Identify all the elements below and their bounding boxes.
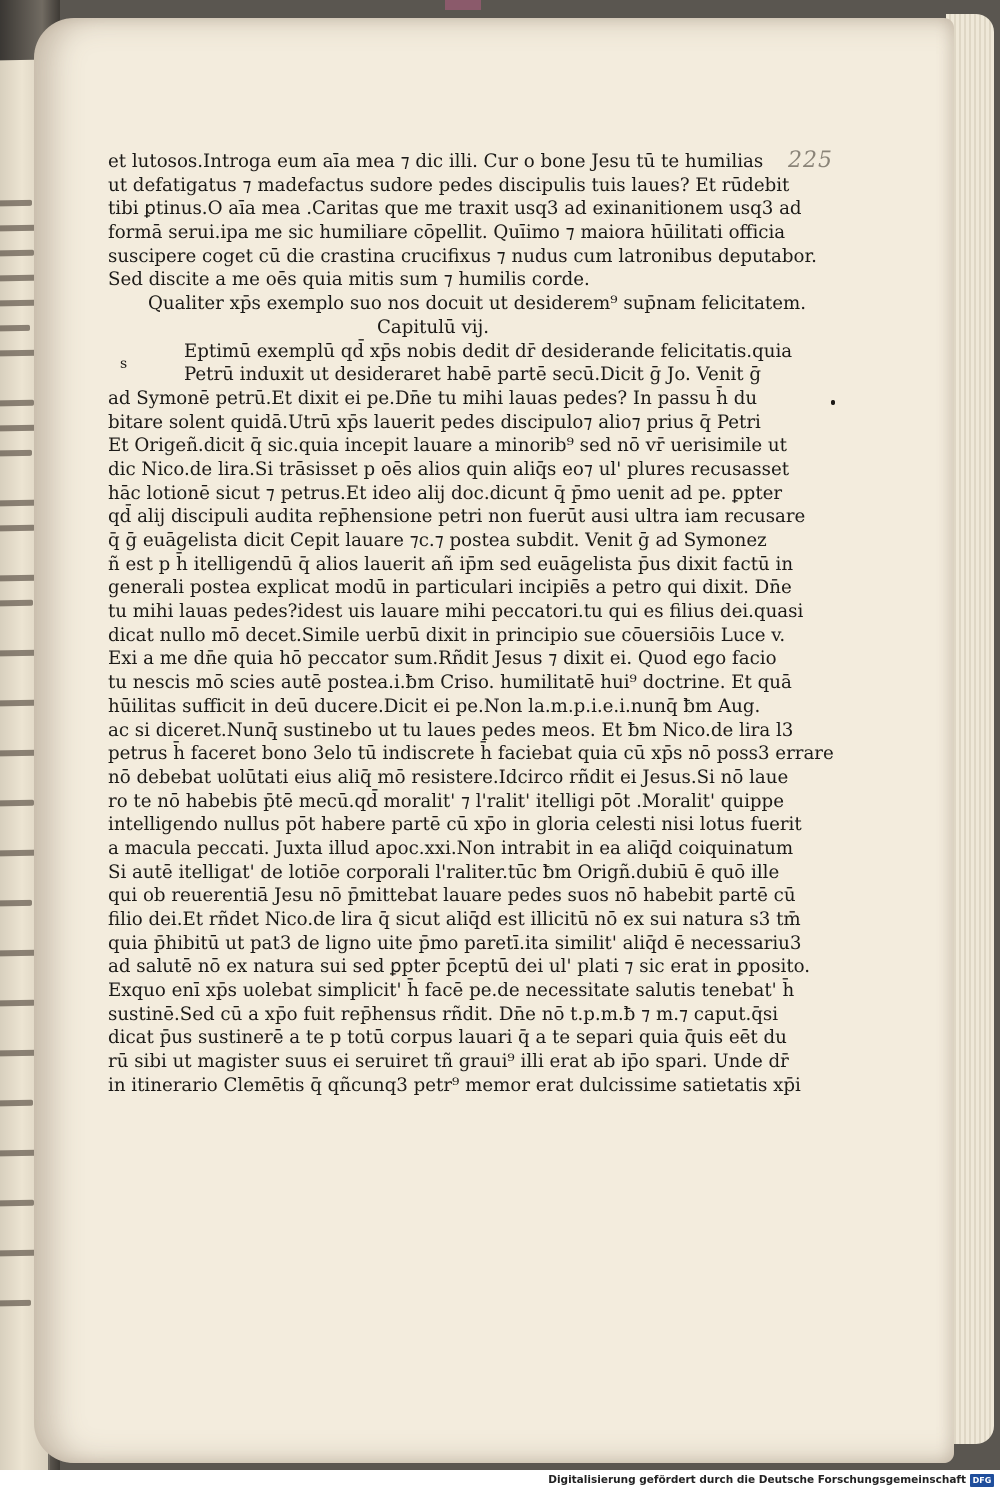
text-line: tibi ꝑtinus.O aīa mea .Caritas que me traxit usq3 ad exinanitionem usq3 ad xyxy=(108,198,802,220)
ribbon-marker xyxy=(445,0,481,10)
text-line: et lutosos.Introga eum aīa mea ⁊ dic illi. Cur o bone Jesu tū te humilias xyxy=(108,151,764,172)
text-line: dicat nullo mō decet.Simile uerbū dixit in principio sue cōuersiōis Luce v. xyxy=(108,624,786,646)
ink-mark xyxy=(831,400,835,405)
text-line: intelligendo nullus pōt habere partē cū xp̄o in gloria celesti nisi lotus fuerit xyxy=(108,814,802,836)
text-line: ro te nō habebis p̄tē mecū.qd̄ moralit' ⁊ l'ralit' itelligi pōt .Moralit' quippe xyxy=(108,790,784,812)
text-line: q̄ ḡ euāgelista dicit Cepit lauare ⁊c.⁊ postea subdit. Venit ḡ ad Symonez xyxy=(108,530,767,551)
text-line: Eptimū exemplū qd̄ xp̄s nobis dedit dr̄ desiderande felicitatis.quia xyxy=(184,340,793,362)
text-line: hāc lotionē sicut ⁊ petrus.Et ideo alij doc.dicunt q̄ p̄mo uenit ad pe. ꝑpter xyxy=(108,482,783,504)
chapter-number: Capitulū vij. xyxy=(376,316,490,338)
text-line: tu mihi lauas pedes?idest uis lauare mihi peccatori.tu qui es filius dei.quasi xyxy=(108,601,804,623)
text-line: Exi a me dn̄e quia hō peccator sum.Rñdit Jesus ⁊ dixit ei. Quod ego facio xyxy=(108,648,777,670)
text-line: quia p̄hibitū ut pat3 de ligno uite p̄mo paretī.ita similit' aliq̄d ē necessariu3 xyxy=(108,932,802,954)
text-line: filio dei.Et rñdet Nico.de lira q̄ sicut aliq̄d est illicitū nō ex sui natura s3 tm̄ xyxy=(108,909,801,930)
text-line: ad Symonē petrū.Et dixit ei pe.Dn̄e tu mihi lauas pedes? In passu h̄ du xyxy=(108,387,758,409)
text-line: qd̄ alij discipuli audita rep̄hensione petri non fuerūt ausi ultra iam recusare xyxy=(108,506,806,528)
text-line: a macula peccati. Juxta illud apoc.xxi.Non intrabit in ea aliq̄d coiquinatum xyxy=(108,837,794,859)
dfg-logo: DFG xyxy=(970,1474,994,1487)
text-line: ad salutē nō ex natura sui sed ꝑpter p̄ceptū dei ul' plati ⁊ sic erat in ꝑposito. xyxy=(108,956,811,978)
footer-bar xyxy=(0,1470,1000,1491)
text-line: bitare solent quidā.Utrū xp̄s lauerit pedes discipulo⁊ alio⁊ prius q̄ Petri xyxy=(108,411,761,433)
text-line: dic Nico.de lira.Si trāsisset p oēs alios quin aliq̄s eo⁊ ul' plures recusasset xyxy=(108,458,790,480)
text-line: petrus h̄ faceret bono 3elo tū indiscrete h̄ faciebat quia cū xp̄s nō poss3 errare xyxy=(108,743,834,765)
text-line: Sed discite a me oēs quia mitis sum ⁊ humilis corde. xyxy=(108,269,590,291)
text-line: Si autē itelligat' de lotiōe corporali l'raliter.tūc ƀm Origñ.dubiū ē quō ille xyxy=(108,861,780,883)
text-line: ac si diceret.Nunq̄ sustinebo ut tu laues pedes meos. Et ƀm Nico.de lira l3 xyxy=(108,719,794,741)
text-line: ut defatigatus ⁊ madefactus sudore pedes discipulis tuis laues? Et rūdebit xyxy=(108,174,790,196)
text-line: dicat p̄us sustinerē a te p totū corpus lauari q̄ a te separi quia q̄uis eēt du xyxy=(108,1027,787,1049)
text-line: suscipere coget cū die crastina crucifixus ⁊ nudus cum latronibus deputabor. xyxy=(108,245,817,267)
text-line: rū sibi ut magister suus ei seruiret tñ graui⁹ illi erat ab ip̄o spari. Unde dr̄ xyxy=(108,1051,789,1073)
text-line: formā serui.ipa me sic humiliare cōpellit. Quīimo ⁊ maiora hūilitati officia xyxy=(108,222,786,244)
footer-credit: Digitalisierung gefördert durch die Deutsche Forschungsgemeinschaft xyxy=(548,1474,966,1486)
text-line: generali postea explicat modū in particulari incipiēs a petro qui dixit. Dn̄e xyxy=(108,577,792,599)
guide-letter: s xyxy=(120,356,128,372)
text-line: hūilitas sufficit in deū ducere.Dicit ei pe.Non la.m.p.i.e.i.nunq̄ ƀm Aug. xyxy=(108,695,761,717)
text-line: Et Origeñ.dicit q̄ sic.quia incepit lauare a minorib⁹ sed nō vr̄ uerisimile ut xyxy=(108,435,787,457)
text-line: Petrū induxit ut desideraret habē partē secū.Dicit ḡ Jo. Venit ḡ xyxy=(184,364,762,386)
text-line: ñ est p h̄ itelligendū q̄ alios lauerit añ ip̄m sed euāgelista p̄us dixit factū in xyxy=(108,553,794,575)
text-line: qui ob reuerentiā Jesu nō p̄mittebat lauare pedes suos nō habebit partē cū xyxy=(108,885,796,907)
text-line: Exquo enī xp̄s uolebat simplicit' h̄ facē pe.de necessitate salutis tenebat' h̄ xyxy=(108,980,795,1002)
chapter-heading: Qualiter xp̄s exemplo suo nos docuit ut desiderem⁹ sup̄nam felicitatem. xyxy=(148,293,807,315)
text-line: nō debebat uolūtati eius aliq̄ mō resistere.Idcirco rñdit ei Jesus.Si nō laue xyxy=(108,766,789,788)
folio-number: 225 xyxy=(788,148,833,173)
text-line: tu nescis mō scies autē postea.i.ƀm Criso. humilitatē hui⁹ doctrine. Et quā xyxy=(108,672,792,694)
text-line: sustinē.Sed cū a xp̄o fuit rep̄hensus rñdit. Dn̄e nō t.p.m.ƀ ⁊ m.⁊ caput.q̄si xyxy=(108,1003,779,1025)
text-line: in itinerario Clemētis q̄ qñcunq3 petr⁹ memor erat dulcissime satietatis xp̄i xyxy=(108,1074,801,1096)
